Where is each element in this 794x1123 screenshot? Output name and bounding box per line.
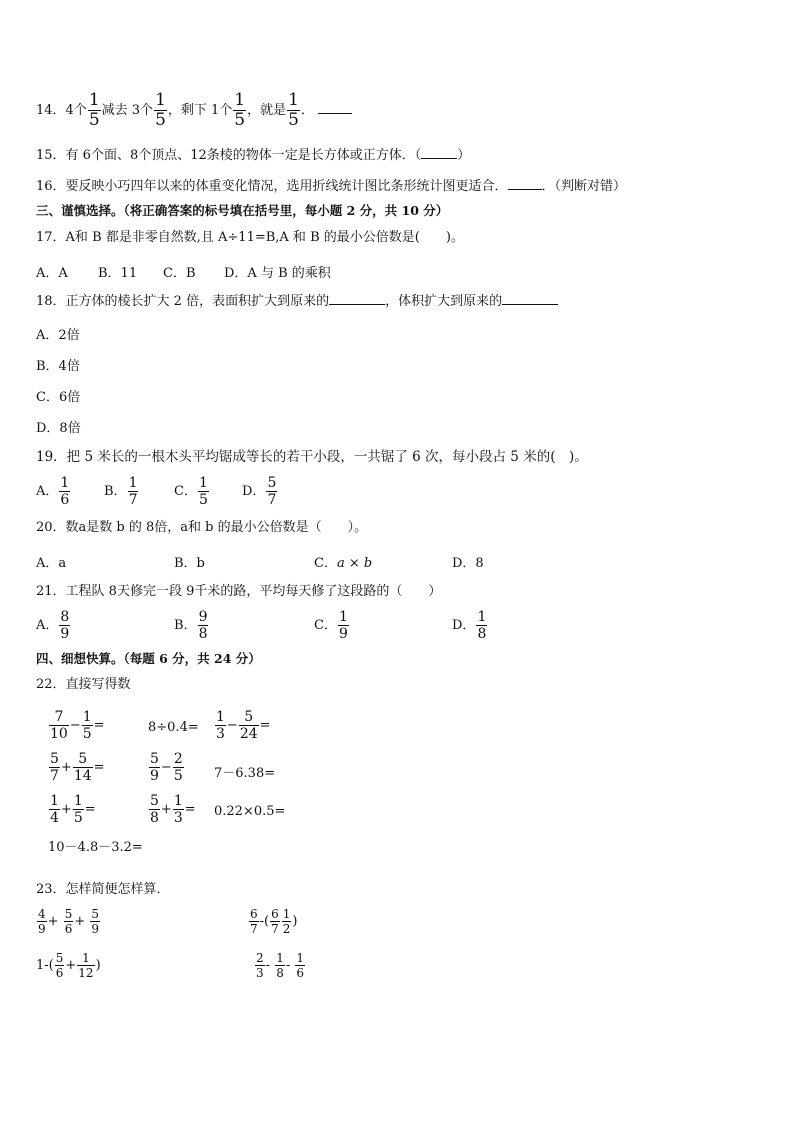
fraction: $\frac{8}{9}$ <box>60 609 70 642</box>
q22-expr-1: $\frac{7}{10}$ − $\frac{1}{5}$ = <box>50 709 105 742</box>
q18-option-a[interactable]: A．2倍 <box>36 328 80 343</box>
answer-blank[interactable] <box>502 293 558 305</box>
q22-expr-8: $\frac{5}{8}$ + $\frac{1}{3}$ = <box>150 793 196 826</box>
q19-option-b[interactable]: B． $\frac{1}{7}$ <box>104 475 138 508</box>
q22-expr-3: $\frac{1}{3}$ − $\frac{5}{24}$ = <box>216 709 271 742</box>
fraction: $\frac{5}{7}$ <box>267 475 277 508</box>
q21: 21．工程队 8天修完一段 9千米的路，平均每天修了这段路的（ ） <box>36 584 442 599</box>
q23-title: 23．怎样简便怎样算． <box>36 882 170 897</box>
q22-expr-4: $\frac{5}{7}$ + $\frac{5}{14}$ = <box>50 751 105 784</box>
fraction: $\frac{1}{9}$ <box>338 609 348 642</box>
q17-option-c[interactable]: C．B <box>163 266 196 281</box>
q18-option-c[interactable]: C．6倍 <box>36 390 81 405</box>
section-4-heading: 四、细想快算。（每题 6 分，共 24 分） <box>36 651 261 666</box>
q20-option-b[interactable]: B．b <box>174 556 205 571</box>
fraction: $\frac{1}{8}$ <box>477 609 487 642</box>
q22-expr-2: 8÷0.4= <box>148 720 199 735</box>
answer-blank[interactable] <box>508 178 542 190</box>
q17: 17．A和 B 都是非零自然数,且 A÷11=B,A 和 B 的最小公倍数是( )。 <box>36 230 464 245</box>
q22-title: 22．直接写得数 <box>36 677 131 692</box>
q23-expr-1: $\frac{4}{9}$ + $\frac{5}{6}$ + $\frac{5}{9}$ <box>38 907 100 936</box>
q22-expr-7: $\frac{1}{4}$ + $\frac{1}{5}$ = <box>50 793 96 826</box>
q21-option-d[interactable]: D． $\frac{1}{8}$ <box>452 609 487 642</box>
fraction: $\frac{1}{6}$ <box>60 475 70 508</box>
q23-expr-4: $\frac{2}{3}$ - $\frac{1}{8}$ - $\frac{1}{6}$ <box>256 951 305 980</box>
q22-expr-9: 0.22×0.5= <box>214 804 286 819</box>
answer-blank[interactable] <box>421 147 457 159</box>
q20-option-c[interactable]: C．a × b <box>314 556 373 571</box>
q15: 15．有 6个面、8个顶点、12条棱的物体一定是长方体或正方体．（ ） <box>36 148 471 163</box>
q14: 14．4个 $\frac{1}{5}$ 减去 3个 $\frac{1}{5}$ ，剩下 1个 $\frac{1}{5}$ ，就是 $\frac{1}{5}$ ． <box>36 92 352 129</box>
q20-option-a[interactable]: A．a <box>36 556 67 571</box>
q18: 18．正方体的棱长扩大 2 倍，表面积扩大到原来的 ，体积扩大到原来的 <box>36 293 558 310</box>
q21-option-b[interactable]: B． $\frac{9}{8}$ <box>174 609 208 642</box>
q17-option-b[interactable]: B．11 <box>98 266 138 281</box>
fraction-one-fifth: $\frac{1}{5}$ <box>288 90 299 130</box>
q22-expr-10: 10－4.8－3.2= <box>48 840 143 855</box>
q18-option-b[interactable]: B．4倍 <box>36 359 80 374</box>
q19-option-c[interactable]: C． $\frac{1}{5}$ <box>174 475 208 508</box>
fraction: $\frac{9}{8}$ <box>198 609 208 642</box>
section-3-heading: 三、谨慎选择。（将正确答案的标号填在括号里，每小题 2 分，共 10 分） <box>36 203 449 218</box>
fraction: $\frac{1}{5}$ <box>198 475 208 508</box>
fraction-one-fifth: $\frac{1}{5}$ <box>155 90 166 130</box>
q19-option-d[interactable]: D． $\frac{5}{7}$ <box>242 475 277 508</box>
q22-expr-6: 7－6.38= <box>214 766 276 781</box>
fraction-one-fifth: $\frac{1}{5}$ <box>88 90 100 130</box>
q20-option-d[interactable]: D．8 <box>452 556 484 571</box>
q19-option-a[interactable]: A． $\frac{1}{6}$ <box>36 475 70 508</box>
fraction-one-fifth: $\frac{1}{5}$ <box>234 90 246 130</box>
q16: 16．要反映小巧四年以来的体重变化情况，选用折线统计图比条形统计图更适合． ．（判断对错） <box>36 179 627 194</box>
q21-option-c[interactable]: C． $\frac{1}{9}$ <box>314 609 348 642</box>
fraction: $\frac{1}{7}$ <box>128 475 138 508</box>
q23-expr-3: 1-( $\frac{5}{6}$ + $\frac{1}{12}$ ) <box>36 951 101 980</box>
answer-blank[interactable] <box>318 102 352 114</box>
q19: 19．把 5 米长的一根木头平均锯成等长的若干小段，一共锯了 6 次，每小段占 5 米的( )。 <box>36 449 588 465</box>
q20: 20．数a是数 b 的 8倍，a和 b 的最小公倍数是（ ）。 <box>36 520 368 535</box>
q22-expr-5: $\frac{5}{9}$ − $\frac{2}{5}$ <box>150 751 183 784</box>
q23-expr-2: $\frac{6}{7}$ -( $\frac{6}{7}$ $\frac{1}{2}$ ) <box>250 907 298 936</box>
q17-option-a[interactable]: A．A <box>36 266 68 281</box>
q21-option-a[interactable]: A． $\frac{8}{9}$ <box>36 609 70 642</box>
answer-blank[interactable] <box>329 293 385 305</box>
q18-option-d[interactable]: D．8倍 <box>36 421 81 436</box>
q17-option-d[interactable]: D．A 与 B 的乘积 <box>224 266 331 281</box>
